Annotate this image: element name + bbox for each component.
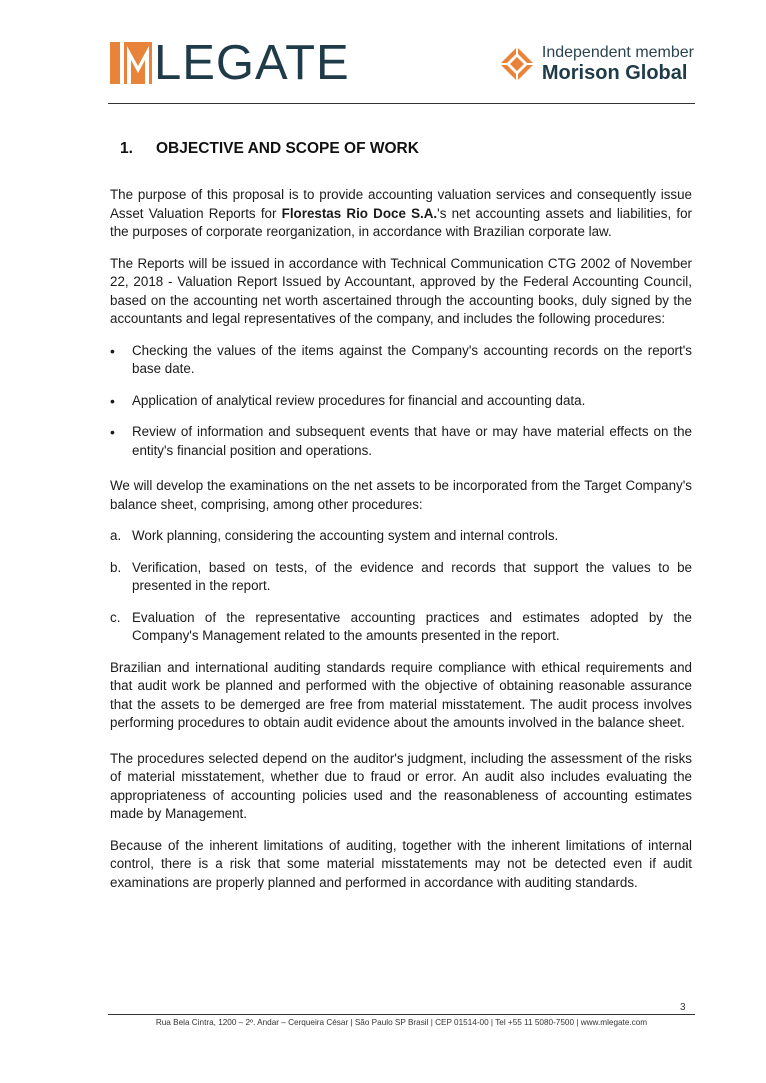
procedures-bullet-list bbox=[110, 342, 692, 461]
page-number: 3 bbox=[680, 1002, 686, 1013]
logo-m-mark-icon bbox=[110, 42, 152, 84]
paragraph-judgment: The procedures selected depend on the auditor's judgment, including the assessment of the risks of material misstatement, whether due to fraud or error. An audit also includes evaluating the appropriateness of accounting policies used and the reasonableness of accounting estimates made by Management. bbox=[110, 750, 692, 821]
client-name: Florestas Rio Doce S.A. bbox=[281, 205, 438, 221]
list-item: • Application of analytical review procedures for financial and accounting data. bbox=[110, 392, 692, 411]
paragraph-examinations: We will develop the examinations on the net assets to be incorporated from the Target Company's balance sheet, comprising, among other procedures: bbox=[110, 478, 692, 512]
list-item: • Checking the values of the items against the Company's accounting records on the report's base date. bbox=[110, 342, 692, 379]
footer-address: Rua Bela Cintra, 1200 – 2º. Andar – Cerqueira César | São Paulo SP Brasil | CEP 01514-00 | Tel +55 11 5080-7500 | www.mlegate.com bbox=[155, 1018, 648, 1027]
section-number: 1. bbox=[120, 140, 133, 157]
list-item: • Review of information and subsequent events that have or may have material effects on the entity's financial position and operations. bbox=[110, 423, 692, 460]
member-label: Independent member bbox=[541, 44, 694, 61]
member-network-name: Morison Global bbox=[541, 62, 688, 84]
paragraph-standards: Brazilian and international auditing standards require compliance with ethical requirements and that audit work be planned and performed with the objective of obtaining reasonable assurance that the assets to be demerged are free from material misstatement. The audit process involves performing procedures to obtain audit evidence about the amounts involved in the balance sheet. bbox=[110, 659, 692, 730]
morison-global-badge bbox=[499, 44, 694, 84]
logo-text: LEGATE bbox=[154, 36, 350, 90]
examinations-lettered-list bbox=[110, 527, 692, 646]
header-divider bbox=[108, 103, 695, 104]
footer-divider bbox=[108, 1014, 695, 1015]
morison-diamond-icon bbox=[499, 46, 535, 82]
document-body bbox=[110, 140, 692, 892]
section-title: OBJECTIVE AND SCOPE OF WORK bbox=[156, 140, 419, 157]
mlegate-logo bbox=[110, 36, 350, 90]
list-item: b. Verification, based on tests, of the evidence and records that support the values to be presented in the report. bbox=[110, 559, 692, 593]
list-item: a. Work planning, considering the accounting system and internal controls. bbox=[110, 527, 692, 546]
section-heading bbox=[110, 140, 692, 164]
list-marker: c. bbox=[110, 609, 121, 625]
paragraph-purpose: The purpose of this proposal is to provide accounting valuation services and consequently issue Asset Valuation Reports for Florestas Rio Doce S.A.'s net accounting assets and liabilities, for the purposes of corporate reorganization, in accordance with Brazilian corporate law. bbox=[110, 187, 692, 239]
list-marker: a. bbox=[110, 528, 122, 543]
list-item: c. Evaluation of the representative accounting practices and estimates adopted by the Company's Management related to the amounts presented in the report. bbox=[110, 609, 692, 643]
paragraph-reports: The Reports will be issued in accordance with Technical Communication CTG 2002 of November 22, 2018 - Valuation Report Issued by Accountant, approved by the Federal Accounting Council, based on the accounting net worth ascertained through the accounting books, duly signed by the accountants and legal representatives of the company, and includes the following procedures: bbox=[110, 255, 692, 326]
list-marker: b. bbox=[110, 559, 122, 575]
paragraph-limitations: Because of the inherent limitations of auditing, together with the inherent limitations of internal control, there is a risk that some material misstatements may not be detected even if audit examinations are properly planned and performed in accordance with auditing standards. bbox=[110, 837, 692, 890]
